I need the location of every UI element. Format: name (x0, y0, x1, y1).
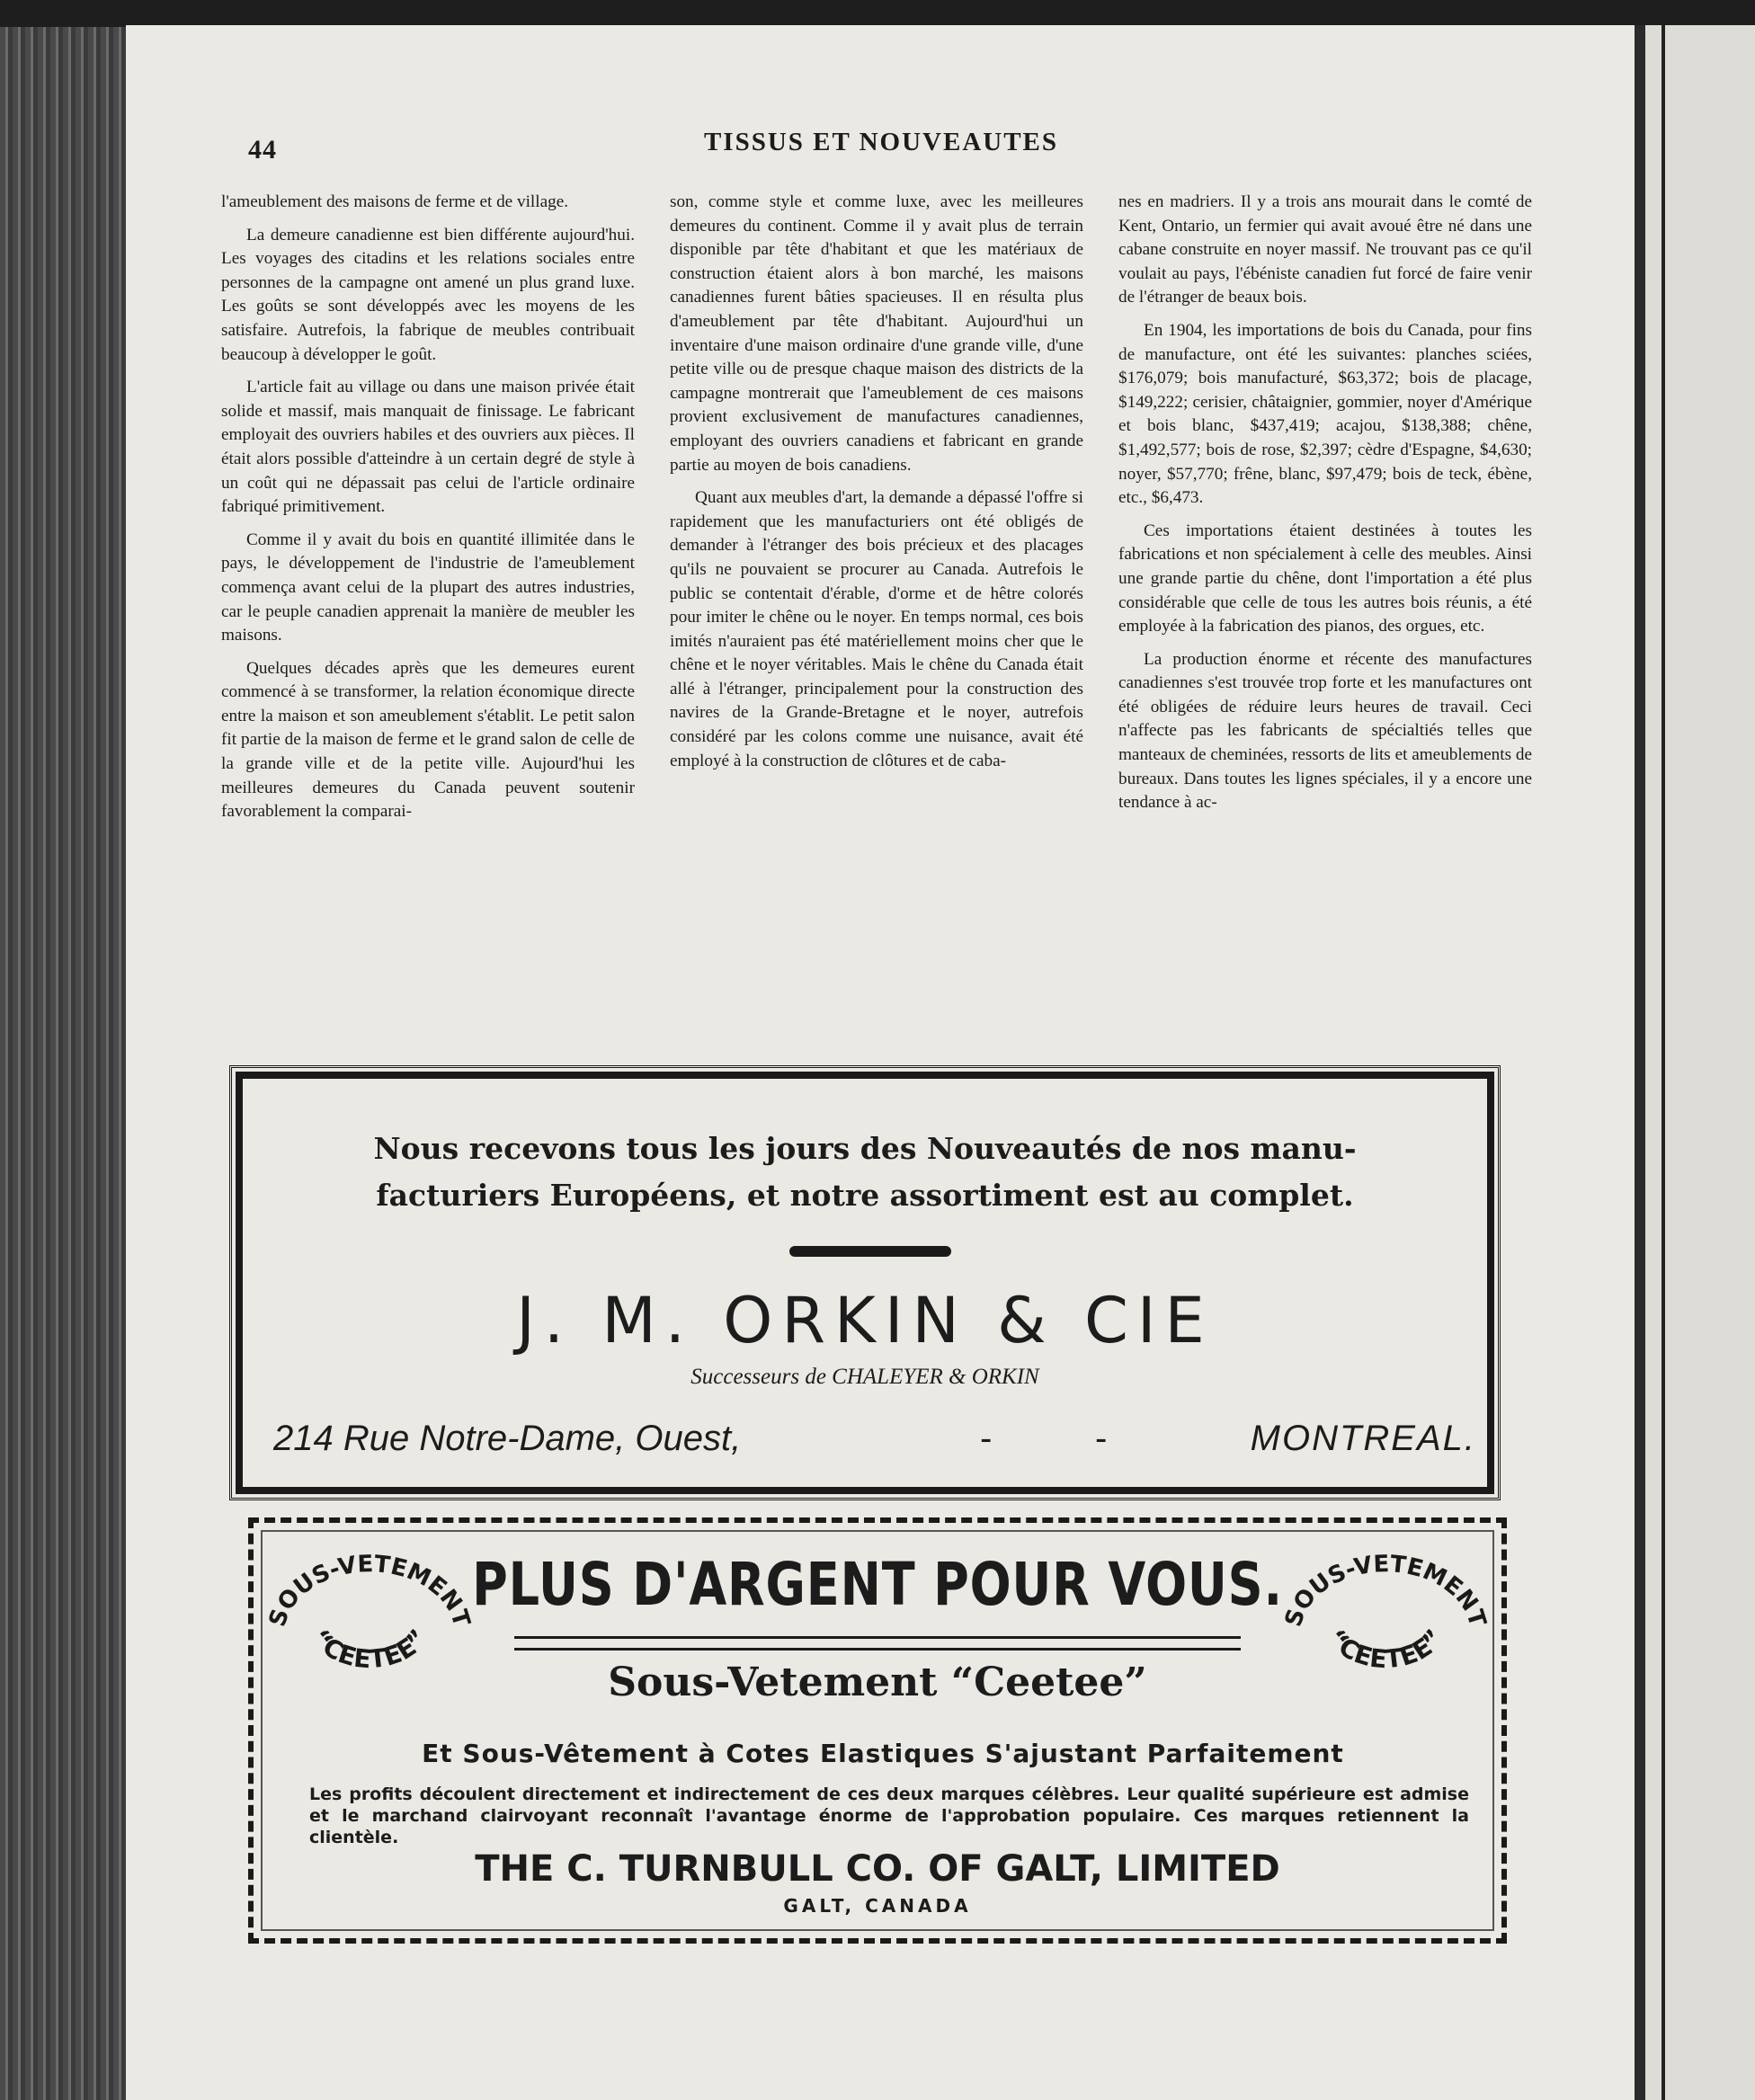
double-rule (514, 1636, 1241, 1651)
book-page-edges (0, 27, 126, 2100)
company-location: GALT, CANADA (783, 1895, 972, 1917)
dash: - (1095, 1419, 1108, 1458)
paragraph: l'ameublement des maisons de ferme et de village. (221, 192, 569, 211)
ornamental-rule (789, 1246, 951, 1257)
ad-tagline-line: facturiers Européens, et notre assortiment est au complet. (376, 1178, 1354, 1213)
seal-bottom-text: “CEETEE” (1321, 1624, 1450, 1675)
paragraph: nes en madriers. Il y a trois ans mourait dans le comté de Kent, Ontario, un fermier qui avait avoué être né dans une cabane construite en noyer massif. Ne trouvant pas ce qu'il voulait au pays, l'ébéniste canadien fut forcé de faire venir de l'étranger de beaux bois. (1118, 192, 1532, 307)
book-gutter (1635, 25, 1755, 2100)
seal-top-text: SOUS-VETEMENT (266, 1551, 473, 1631)
ad-tagline-line: Nous recevons tous les jours des Nouveautés de nos manu- (373, 1131, 1357, 1166)
city-name: MONTREAL. (1250, 1419, 1476, 1458)
successors-line: Successeurs de CHALEYER & ORKIN (690, 1365, 1039, 1389)
seal-bottom-text: “CEETEE” (305, 1624, 434, 1675)
paragraph: En 1904, les importations de bois du Canada, pour fins de manufacture, ont été les suivantes: planches sciées, $176,079; bois manufacturé, $63,372; bois de placage, $149,222; cerisier, châtaignier, gommier, noyer d'Amérique et bois blanc, $437,419; acajou, $138,388; chêne, $1,492,577; bois de rose, $2,397; cèdre d'Espagne, $4,630; noyer, $57,770; frêne, blanc, $97,479; bois de teck, ébène, etc., $6,473. (1118, 320, 1532, 508)
product-subheading: Et Sous-Vêtement à Cotes Elastiques S'ajustant Parfaitement (422, 1739, 1344, 1768)
article-column-2 (670, 191, 1083, 1052)
article-column-1 (221, 191, 635, 1052)
paragraph: Quant aux meubles d'art, la demande a dépassé l'offre si rapidement que les manufacturiers ont été obligés de demander à l'étranger des bois précieux et des placages qu'ils ne pouvaient se procurer au Canada. Autrefois le public se contentait d'érable, d'orme et de hêtre colorés pour imiter le chêne ou le noyer. En temps normal, ces bois imités n'auraient pas été matériellement moins cher que le chêne et le noyer véritables. Mais le chêne du Canada était allé à l'étranger, principalement pour la construction des navires de la Grande-Bretagne et le noyer, autrefois considéré par les colons comme une nuisance, avait été employé à la construction de clôtures et de caba- (670, 488, 1083, 770)
article-body (221, 191, 1532, 1052)
ad-body-text: Les profits découlent directement et indirectement de ces deux marques célèbres. Leur qualité supérieure est admise et le marchand clairvoyant reconnaît l'avantage énorme de l'approbation populaire. Ces marques retiennent la clientèle. (309, 1784, 1469, 1847)
dash: - (980, 1419, 993, 1458)
firm-name: J. M. ORKIN & CIE (516, 1284, 1214, 1357)
article-column-3 (1118, 191, 1532, 1052)
paragraph: Comme il y avait du bois en quantité illimitée dans le pays, le développement de l'industrie de l'ameublement commença avant celui de la plupart des autres industries, car le peuple canadien apprenait la manière de meubler les maisons. (221, 529, 635, 645)
ad-tagline (243, 1126, 1487, 1219)
ad-headline: PLUS D'ARGENT POUR VOUS. (472, 1550, 1283, 1619)
street-address: 214 Rue Notre-Dame, Ouest, (273, 1419, 742, 1458)
paragraph: L'article fait au village ou dans une maison privée était solide et massif, mais manquait de finissage. Le fabricant employait des ouvriers habiles et des ouvriers aux pièces. Il était alors possible d'atteindre à un certain degré de style à un coût qui ne dépassait pas celui de l'article ordinaire fabriqué primitivement. (221, 378, 635, 517)
orkin-advertisement (236, 1072, 1494, 1494)
paragraph: son, comme style et comme luxe, avec les meilleures demeures du continent. Comme il y avait plus de terrain disponible par tête d'habitant et que les matériaux de construction étaient alors à bon marché, les maisons canadiennes furent bâties spacieuses. Il en résulta plus d'ameublement par tête d'habitant. Aujourd'hui un inventaire d'une maison ordinaire d'une grande ville, d'une petite ville ou de presque chaque maison des districts de la campagne montrerait que l'ameublement de ces maisons provient exclusivement de manufactures canadiennes, employant des ouvriers canadiens et fabricant en grande partie au moyen de bois canadiens. (670, 192, 1083, 475)
company-name: THE C. TURNBULL CO. OF GALT, LIMITED (475, 1848, 1280, 1890)
paragraph: La demeure canadienne est bien différente aujourd'hui. Les voyages des citadins et les relations sociales entre personnes de la campagne ont amené un plus grand luxe. Les goûts se sont développés avec les moyens de les satisfaire. Autrefois, la fabrique de meubles contribuait beaucoup à développer le goût. (221, 225, 635, 364)
paragraph: Quelques décades après que les demeures eurent commencé à se transformer, la relation économique directe entre la maison et son ameublement s'établit. Le petit salon fit partie de la maison de ferme et le grand salon de celle de la grande ville et de la petite ville. Aujourd'hui les meilleures demeures du Canada peuvent soutenir favorablement la comparai- (221, 658, 635, 822)
paragraph: La production énorme et récente des manufactures canadiennes s'est trouvée trop forte et les manufactures ont été obligées de réduire leurs heures de travail. Ceci n'affecte pas les fabricants de spécialtiés telles que manteaux de cheminées, ressorts de lits et ameublements de bureaux. Dans toutes les lignes spéciales, il y a encore une tendance à ac- (1118, 649, 1532, 813)
seal-top-text: SOUS-VETEMENT (1282, 1551, 1489, 1631)
turnbull-advertisement (248, 1517, 1507, 1944)
page-number: 44 (248, 135, 277, 165)
paragraph: Ces importations étaient destinées à toutes les fabrications et non spécialement à celle des meubles. Ainsi une grande partie du chêne, dont l'importation a été plus considérable que celle de tous les autres bois réunis, a été employée à la fabrication des pianos, des orgues, etc. (1118, 521, 1532, 636)
running-head: TISSUS ET NOUVEAUTES (703, 128, 1059, 156)
product-name: Sous-Vetement “Ceetee” (608, 1660, 1147, 1705)
